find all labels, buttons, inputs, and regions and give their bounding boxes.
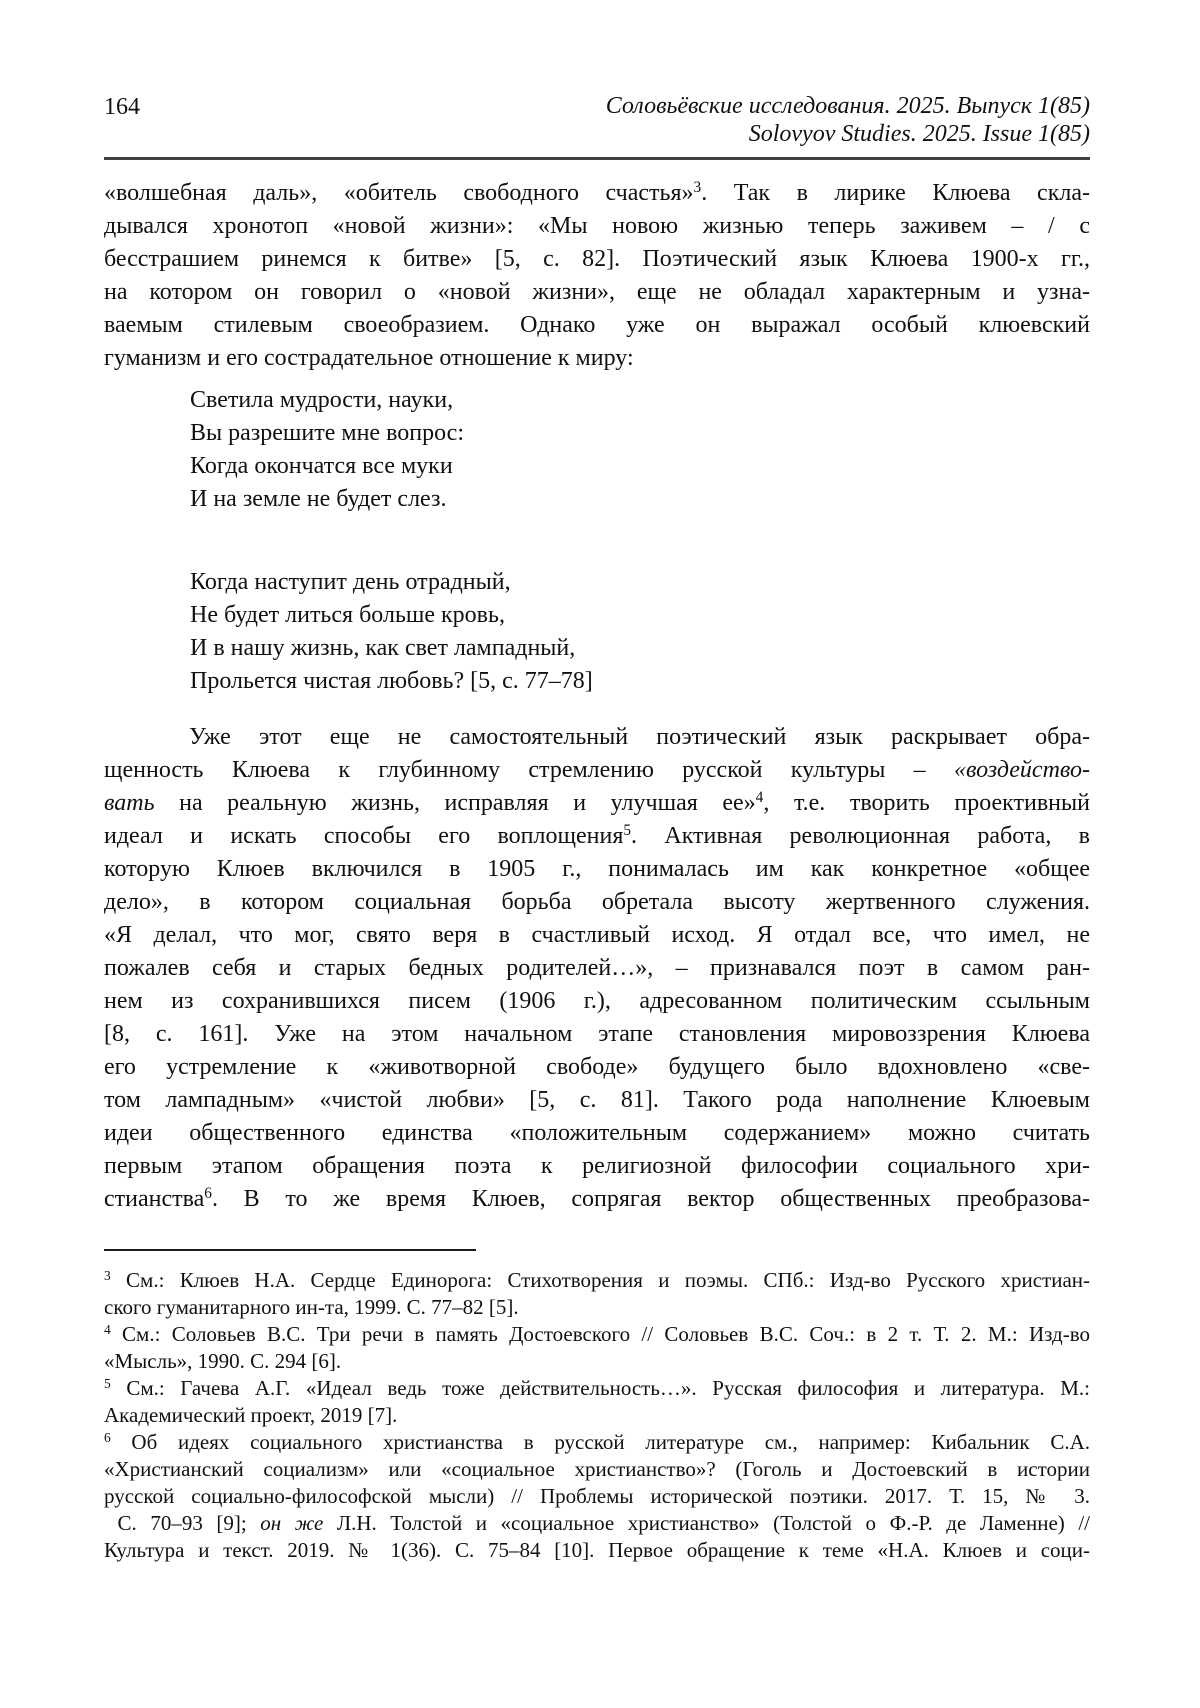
paragraph-lead [104,177,1090,375]
footnote [104,1321,1090,1375]
poem-line: Светила мудрости, науки, [190,387,454,413]
text-line: ваемым стилевым своеобразием. Однако уже он выражал особый клюевский [104,312,1090,338]
poem-line: Вы разрешите мне вопрос: [190,420,464,446]
text-line: стианства$^6$. В то же время Клюев, сопрягая вектор общественных преобразова- [104,1184,1090,1212]
footnote-line: $^6$ Об идеях социального христианства в русской литературе см., например: Кибальник С.А. [104,1429,1090,1454]
page-number: 164 [104,94,140,120]
footnote-line: $^5$ См.: Гачева А.Г. «Идеал ведь тоже действительность…». Русская философия и литература. М.: [104,1375,1090,1400]
footnote-line: $^4$ См.: Соловьев В.С. Три речи в память Достоевского // Соловьев В.С. Соч.: в 2 т. Т. 2. М.: Изд-во [104,1321,1090,1346]
footnote [104,1375,1090,1429]
text-line: «Я делал, что мог, свято веря в счастливый исход. Я отдал все, что имел, не [104,922,1090,948]
text-line: Уже этот еще не самостоятельный поэтический язык раскрывает обра- [189,724,1090,750]
footnote-line: русской социально-философской мысли) // Проблемы исторической поэтики. 2017. Т. 15, № 3. [104,1484,1090,1508]
page-header [104,92,1090,148]
text-line: дывался хронотоп «новой жизни»: «Мы новою жизнью теперь заживем – / с [104,213,1090,239]
header-rule [104,157,1090,160]
text-line: щенность Клюева к глубинному стремлению русской культуры – «воздейство- [104,757,1090,783]
journal-title-ru: Соловьёвские исследования. 2025. Выпуск 1(85) [605,93,1090,119]
footnotes-section [104,1249,1090,1564]
text-line: первым этапом обращения поэта к религиозной философии социального хри- [104,1153,1090,1179]
poem-line: И на земле не будет слез. [190,486,447,512]
footnote-line: «Мысль», 1990. С. 294 [6]. [104,1349,342,1373]
footnote-line: Академический проект, 2019 [7]. [104,1403,398,1427]
text-line: [8, с. 161]. Уже на этом начальном этапе становления мировоззрения Клюева [104,1021,1090,1047]
poem-line: Когда наступит день отрадный, [190,569,511,595]
poem-line: Не будет литься больше кровь, [190,602,505,628]
text-line: его устремление к «животворной свободе» будущего было вдохновлено «све- [104,1054,1090,1080]
footnote-line: ского гуманитарного ин-та, 1999. С. 77–82 [5]. [104,1295,519,1319]
journal-title-en: Solovyov Studies. 2025. Issue 1(85) [748,121,1090,147]
poem-quote [190,384,1090,698]
text-line: том лампадным» «чистой любви» [5, с. 81]. Такого рода наполнение Клюевым [104,1087,1090,1113]
text-line: нем из сохранившихся писем (1906 г.), адресованном политическим ссыльным [104,988,1090,1014]
text-line: «волшебная даль», «обитель свободного счастья»$^3$. Так в лирике Клюева скла- [104,178,1090,206]
text-line: вать на реальную жизнь, исправляя и улучшая ее»$^4$, т.е. творить проективный [104,788,1090,816]
text-line: идеал и искать способы его воплощения$^5$. Активная революционная работа, в [104,821,1090,849]
footnote-list [104,1267,1090,1564]
text-line: гуманизм и его сострадательное отношение к миру: [104,345,634,371]
journal-header [606,92,1090,148]
text-line: на котором он говорил о «новой жизни», еще не обладал характерным и узна- [104,279,1090,305]
paragraph-main [104,721,1090,1216]
poem-stanza [190,384,1090,516]
poem-line: И в нашу жизнь, как свет лампадный, [190,635,576,661]
footnote-rule [104,1249,476,1251]
text-line: дело», в котором социальная борьба обретала высоту жертвенного служения. [104,889,1090,915]
footnote-line: $^3$ См.: Клюев Н.А. Сердце Единорога: Стихотворения и поэмы. СПб.: Изд-во Русского христиан- [104,1267,1090,1292]
poem-stanza [190,566,1090,698]
footnote-line: «Христианский социализм» или «социальное христианство»? (Гоголь и Достоевский в истории [104,1457,1090,1481]
text-line: которую Клюев включился в 1905 г., понималась им как конкретное «общее [104,856,1090,882]
poem-line: Прольется чистая любовь? [5, с. 77–78] [190,668,593,694]
text-line: бесстрашием ринемся к битве» [5, с. 82]. Поэтический язык Клюева 1900-х гг., [104,246,1090,272]
text-line: идеи общественного единства «положительным содержанием» можно считать [104,1120,1090,1146]
footnote-line: Культура и текст. 2019. № 1(36). С. 75–84 [10]. Первое обращение к теме «Н.А. Клюев и соци- [104,1538,1090,1562]
footnote-line: С. 70–93 [9]; он же Л.Н. Толстой и «социальное христианство» (Толстой о Ф.-Р. де Ламенне) // [104,1511,1091,1535]
text-line: пожалев себя и старых бедных родителей…», – признавался поэт в самом ран- [104,955,1090,981]
footnote [104,1429,1090,1564]
poem-line: Когда окончатся все муки [190,453,453,479]
footnote [104,1267,1090,1321]
